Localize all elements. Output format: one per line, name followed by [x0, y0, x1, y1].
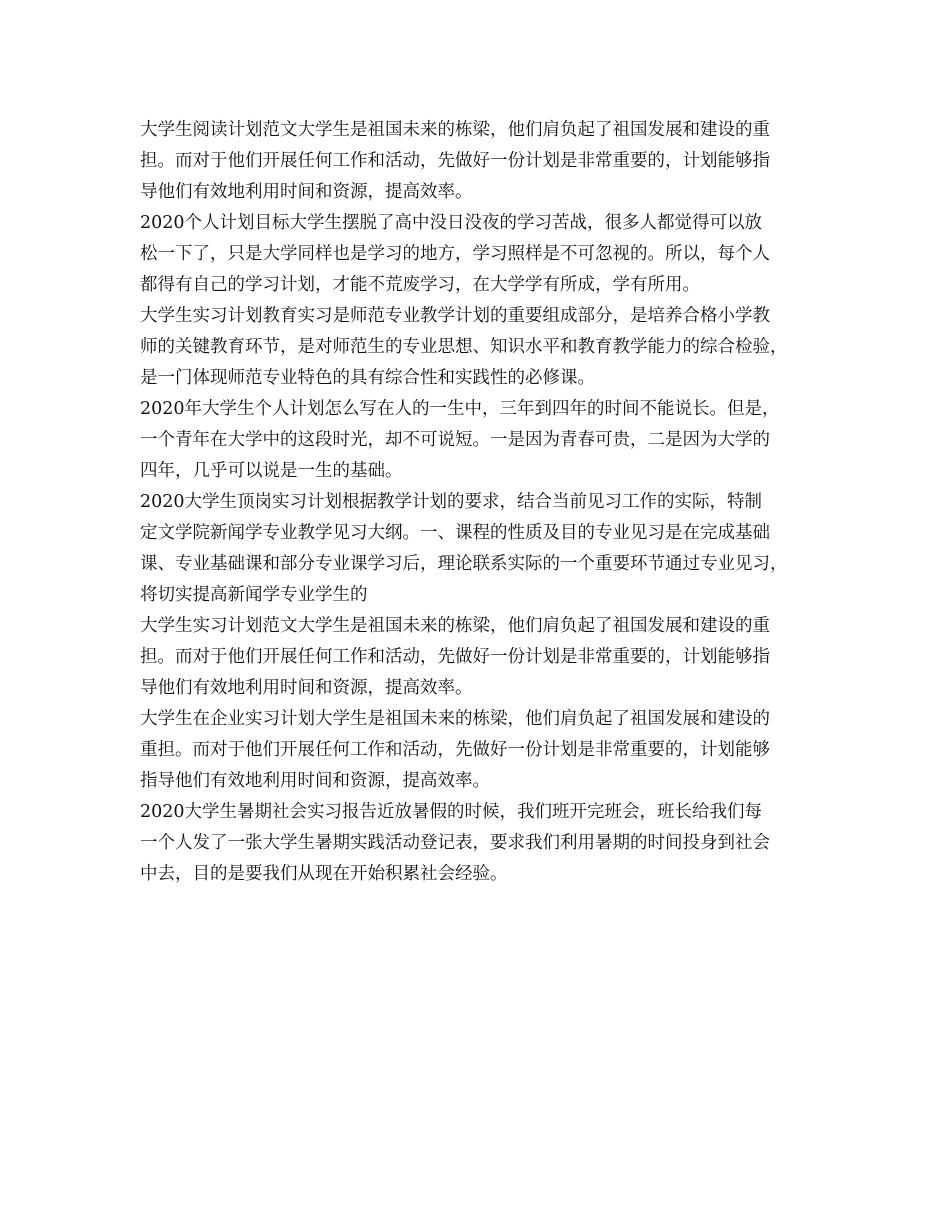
text-line: 一个人发了一张大学生暑期实践活动登记表，要求我们利用暑期的时间投身到社会 [140, 833, 770, 853]
text-line: 师的关键教育环节，是对师范生的专业思想、知识水平和教育教学能力的综合检验， [140, 337, 788, 357]
text-line: 2020大学生顶岗实习计划根据教学计划的要求，结合当前见习工作的实际，特制 [140, 492, 763, 512]
text-line: 2020年大学生个人计划怎么写在人的一生中，三年到四年的时间不能说长。但是， [140, 399, 780, 419]
text-line: 担。而对于他们开展任何工作和活动，先做好一份计划是非常重要的，计划能够指 [140, 647, 770, 667]
paragraph-3 [140, 301, 820, 394]
text-line: 重担。而对于他们开展任何工作和活动，先做好一份计划是非常重要的，计划能够 [140, 740, 770, 760]
paragraph-2 [140, 208, 820, 301]
text-line: 大学生阅读计划范文大学生是祖国未来的栋梁，他们肩负起了祖国发展和建设的重 [140, 120, 770, 140]
paragraph-7 [140, 704, 820, 797]
text-line: 是一门体现师范专业特色的具有综合性和实践性的必修课。 [140, 368, 595, 388]
text-line: 大学生实习计划范文大学生是祖国未来的栋梁，他们肩负起了祖国发展和建设的重 [140, 616, 770, 636]
text-line: 中去，目的是要我们从现在开始积累社会经验。 [140, 864, 508, 884]
text-line: 导他们有效地利用时间和资源，提高效率。 [140, 678, 473, 698]
text-line: 一个青年在大学中的这段时光，却不可说短。一是因为青春可贵，二是因为大学的 [140, 430, 770, 450]
paragraph-1 [140, 115, 820, 208]
text-line: 2020大学生暑期社会实习报告近放暑假的时候，我们班开完班会，班长给我们每 [140, 802, 763, 822]
text-line: 大学生在企业实习计划大学生是祖国未来的栋梁，他们肩负起了祖国发展和建设的 [140, 709, 770, 729]
paragraph-5 [140, 487, 820, 611]
text-line: 松一下了，只是大学同样也是学习的地方，学习照样是不可忽视的。所以，每个人 [140, 244, 770, 264]
text-line: 2020个人计划目标大学生摆脱了高中没日没夜的学习苦战，很多人都觉得可以放 [140, 213, 763, 233]
text-line: 将切实提高新闻学专业学生的 [140, 585, 368, 605]
document-body [140, 115, 820, 890]
text-line: 指导他们有效地利用时间和资源，提高效率。 [140, 771, 490, 791]
text-line: 定文学院新闻学专业教学见习大纲。一、课程的性质及目的专业见习是在完成基础 [140, 523, 770, 543]
text-line: 大学生实习计划教育实习是师范专业教学计划的重要组成部分，是培养合格小学教 [140, 306, 770, 326]
paragraph-6 [140, 611, 820, 704]
text-line: 课、专业基础课和部分专业课学习后，理论联系实际的一个重要环节通过专业见习， [140, 554, 788, 574]
text-line: 担。而对于他们开展任何工作和活动，先做好一份计划是非常重要的，计划能够指 [140, 151, 770, 171]
text-line: 导他们有效地利用时间和资源，提高效率。 [140, 182, 473, 202]
text-line: 四年，几乎可以说是一生的基础。 [140, 461, 403, 481]
paragraph-8 [140, 797, 820, 890]
text-line: 都得有自己的学习计划，才能不荒废学习，在大学学有所成，学有所用。 [140, 275, 700, 295]
paragraph-4 [140, 394, 820, 487]
